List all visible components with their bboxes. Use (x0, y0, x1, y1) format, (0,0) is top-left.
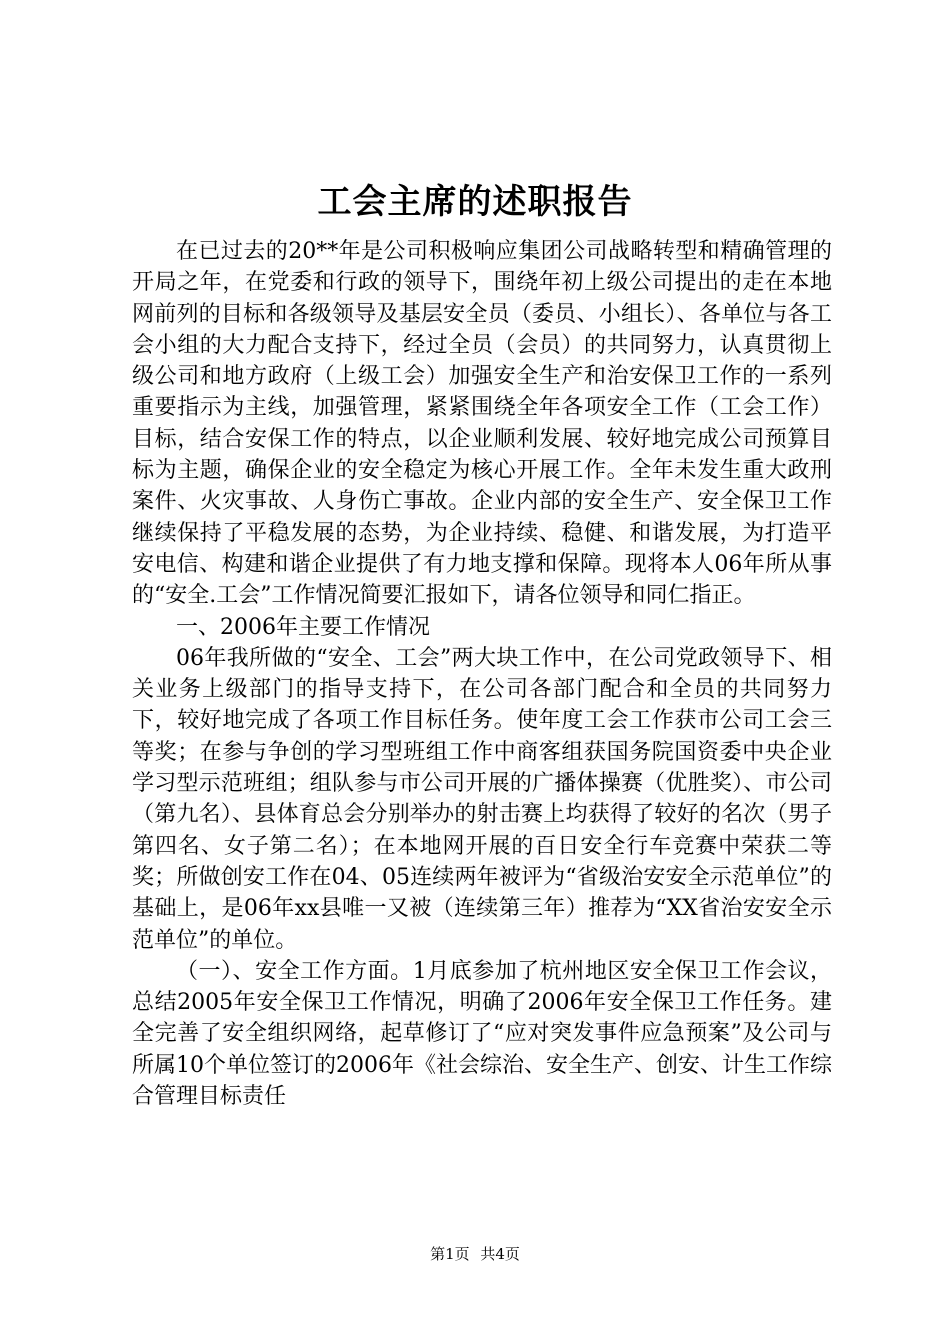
paragraph-safety-work: （一）、安全工作方面。1月底参加了杭州地区安全保卫工作会议，总结2005年安全保卫工作情况，明确了2006年安全保卫工作任务。建全完善了安全组织网络，起草修订了“应对突发事件应急预案”及公司与所属10个单位签订的2006年《社会综治、安全生产、创安、计生工作综合管理目标责任 (132, 958, 832, 1110)
paragraph-intro: 在已过去的20**年是公司积极响应集团公司战略转型和精确管理的开局之年，在党委和行政的领导下，围绕年初上级公司提出的走在本地网前列的目标和各级领导及基层安全员（委员、小组长）、各单位与各工会小组的大力配合支持下，经过全员（会员）的共同努力，认真贯彻上级公司和地方政府（上级工会）加强安全生产和治安保卫工作的一系列重要指示为主线，加强管理，紧紧围绕全年各项安全工作（工会工作）目标，结合安保工作的特点，以企业顺利发展、较好地完成公司预算目标为主题，确保企业的安全稳定为核心开展工作。全年未发生重大政刑案件、火灾事故、人身伤亡事故。企业内部的安全生产、安全保卫工作继续保持了平稳发展的态势，为企业持续、稳健、和谐发展，为打造平安电信、构建和谐企业提供了有力地支撑和保障。现将本人06年所从事的“安全.工会”工作情况简要汇报如下，请各位领导和同仁指正。 (132, 239, 832, 609)
document-body (132, 236, 832, 1112)
page-footer (0, 1244, 950, 1264)
section-heading: 一、2006年主要工作情况 (176, 614, 430, 640)
document-title: 工会主席的述职报告 (317, 182, 633, 222)
page-number: 第1页 (430, 1245, 470, 1263)
page-total: 共4页 (480, 1245, 520, 1263)
paragraph-summary: 06年我所做的“安全、工会”两大块工作中，在公司党政领导下、相关业务上级部门的指导支持下，在公司各部门配合和全员的共同努力下，较好地完成了各项工作目标任务。使年度工会工作获市公司工会三等奖；在参与争创的学习型班组工作中商客组获国务院国资委中央企业学习型示范班组；组队参与市公司开展的广播体操赛（优胜奖）、市公司（第九名）、县体育总会分别举办的射击赛上均获得了较好的名次（男子第四名、女子第二名）；在本地网开展的百日安全行车竞赛中荣获二等奖；所做创安工作在04、05连续两年被评为“省级治安安全示范单位”的基础上，是06年xx县唯一又被（连续第三年）推荐为“XX省治安安全示范单位”的单位。 (132, 645, 832, 953)
